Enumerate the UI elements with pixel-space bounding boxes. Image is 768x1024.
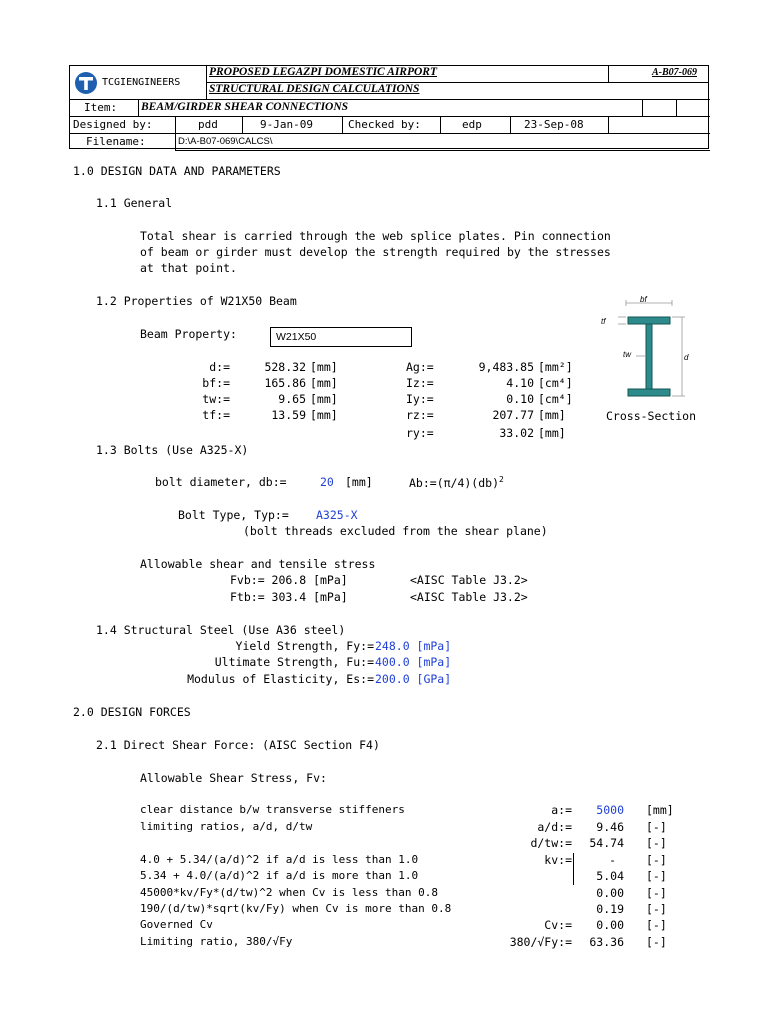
tf-dim-label: tf <box>601 317 606 326</box>
row-unit: [-] <box>646 918 667 932</box>
prop-d-value: 528.32 <box>264 360 306 374</box>
bolt-area-formula: Ab:=(π/4)(db)$^2$ <box>409 475 504 490</box>
row-unit: [-] <box>646 853 667 867</box>
prop-tf-label: tf:= <box>202 408 230 422</box>
bolt-note: (bolt threads excluded from the shear plane) <box>243 524 548 538</box>
row-value: 63.36 <box>589 935 624 949</box>
prop-iz-unit: [cm⁴] <box>538 376 573 390</box>
prop-tw-label: tw:= <box>202 392 230 406</box>
general-line-2: of beam or girder must develop the strength required by the stresses <box>140 245 611 259</box>
prop-iz-value: 4.10 <box>506 376 534 390</box>
bolt-type-value: A325-X <box>316 508 358 522</box>
yield-strength-label: Yield Strength, Fy:= <box>235 639 374 653</box>
filename-value: D:\A-B07-069\CALCS\ <box>178 136 273 147</box>
row-unit: [-] <box>646 869 667 883</box>
row-unit: [mm] <box>646 803 674 817</box>
prop-bf-value: 165.86 <box>264 376 306 390</box>
bolt-diameter-value: 20 <box>320 475 334 489</box>
document-number: A-B07-069 <box>652 67 697 78</box>
modulus-label: Modulus of Elasticity, Es:= <box>187 672 374 686</box>
project-title: PROPOSED LEGAZPI DOMESTIC AIRPORT <box>209 66 438 78</box>
prop-d-label: d:= <box>209 360 230 374</box>
filename-label: Filename: <box>86 135 146 148</box>
company-name: TCGIENGINEERS <box>102 77 181 88</box>
prop-iy-unit: [cm⁴] <box>538 392 573 406</box>
prop-tw-unit: [mm] <box>310 392 338 406</box>
row-unit: [-] <box>646 886 667 900</box>
allowable-shear-title: Allowable Shear Stress, Fv: <box>140 771 327 785</box>
row-unit: [-] <box>646 902 667 916</box>
row-desc: Limiting ratio, 380/√Fy <box>140 935 293 948</box>
ftb-value: Ftb:= 303.4 [mPa] <box>230 590 348 604</box>
modulus-value: 200.0 [GPa] <box>375 672 452 686</box>
checked-date: 23-Sep-08 <box>524 118 584 131</box>
row-label: a:= <box>551 803 572 817</box>
prop-ry-unit: [mm] <box>538 426 566 440</box>
section-1-title: 1.0 DESIGN DATA AND PARAMETERS <box>73 164 281 178</box>
fvb-value: Fvb:= 206.8 [mPa] <box>230 573 348 587</box>
prop-tf-value: 13.59 <box>271 408 306 422</box>
yield-strength-value: 248.0 [mPa] <box>375 639 452 653</box>
prop-ag-value: 9,483.85 <box>478 360 534 374</box>
prop-ry-label: ry:= <box>406 426 434 440</box>
bolts-title: 1.3 Bolts (Use A325-X) <box>96 443 249 457</box>
beam-property-field[interactable]: W21X50 <box>270 327 412 347</box>
properties-title: 1.2 Properties of W21X50 Beam <box>96 294 297 308</box>
prop-tw-value: 9.65 <box>278 392 306 406</box>
row-label: d/tw:= <box>530 836 572 850</box>
row-label: 380/√Fy:= <box>509 935 572 949</box>
prop-rz-value: 207.77 <box>492 408 534 422</box>
row-desc: 190/(d/tw)*sqrt(kv/Fy) when Cv is more than 0.8 <box>140 902 452 915</box>
ftb-reference: <AISC Table J3.2> <box>410 590 528 604</box>
general-title: 1.1 General <box>96 196 173 210</box>
row-desc: 45000*kv/Fy*(d/tw)^2 when Cv is less than 0.8 <box>140 886 439 899</box>
general-line-1: Total shear is carried through the web splice plates. Pin connection <box>140 229 611 243</box>
item-label: Item: <box>84 101 118 114</box>
designed-by-value: pdd <box>198 118 218 131</box>
bolt-diameter-unit: [mm] <box>345 475 373 489</box>
row-label: Cv:= <box>544 918 572 932</box>
row-unit: [-] <box>646 820 667 834</box>
row-value: 9.46 <box>596 820 624 834</box>
designed-date: 9-Jan-09 <box>260 118 313 131</box>
title-block <box>69 65 709 149</box>
direct-shear-title: 2.1 Direct Shear Force: (AISC Section F4) <box>96 738 380 752</box>
ultimate-strength-label: Ultimate Strength, Fu:= <box>214 655 374 669</box>
row-desc: limiting ratios, a/d, d/tw <box>140 820 313 833</box>
row-label: kv:= <box>544 853 572 867</box>
prop-rz-unit: [mm] <box>538 408 566 422</box>
prop-bf-label: bf:= <box>202 376 230 390</box>
steel-title: 1.4 Structural Steel (Use A36 steel) <box>96 623 346 637</box>
checked-by-label: Checked by: <box>348 118 421 131</box>
row-desc: 5.34 + 4.0/(a/d)^2 if a/d is more than 1.0 <box>140 869 419 882</box>
designed-by-label: Designed by: <box>73 118 153 131</box>
prop-ry-value: 33.02 <box>499 426 534 440</box>
beam-cross-section-diagram <box>596 294 696 406</box>
d-dim-label: d <box>684 353 689 362</box>
prop-ag-unit: [mm²] <box>538 360 573 374</box>
bolt-diameter-label: bolt diameter, db:= <box>155 475 287 489</box>
row-value: 5000 <box>596 803 624 817</box>
row-value: 0.19 <box>596 902 624 916</box>
cross-section-caption: Cross-Section <box>606 409 697 423</box>
allowable-stress-title: Allowable shear and tensile stress <box>140 557 376 571</box>
row-desc: clear distance b/w transverse stiffeners <box>140 803 405 816</box>
prop-rz-label: rz:= <box>406 408 434 422</box>
prop-ag-label: Ag:= <box>406 360 434 374</box>
beam-property-label: Beam Property: <box>140 327 237 341</box>
document-subtitle: STRUCTURAL DESIGN CALCULATIONS <box>209 83 420 95</box>
row-desc: Governed Cv <box>140 918 213 931</box>
fvb-reference: <AISC Table J3.2> <box>410 573 528 587</box>
tw-dim-label: tw <box>623 350 631 359</box>
row-value: 0.00 <box>596 918 624 932</box>
row-value: 5.04 <box>596 869 624 883</box>
bf-dim-label: bf <box>640 295 647 304</box>
row-unit: [-] <box>646 836 667 850</box>
row-desc: 4.0 + 5.34/(a/d)^2 if a/d is less than 1.0 <box>140 853 419 866</box>
row-value: - <box>609 853 616 867</box>
company-logo-icon <box>74 71 98 95</box>
section-2-title: 2.0 DESIGN FORCES <box>73 705 191 719</box>
item-value: BEAM/GIRDER SHEAR CONNECTIONS <box>141 101 349 113</box>
row-unit: [-] <box>646 935 667 949</box>
general-line-3: at that point. <box>140 261 237 275</box>
checked-by-value: edp <box>462 118 482 131</box>
prop-iy-label: Iy:= <box>406 392 434 406</box>
prop-iy-value: 0.10 <box>506 392 534 406</box>
ultimate-strength-value: 400.0 [mPa] <box>375 655 452 669</box>
prop-bf-unit: [mm] <box>310 376 338 390</box>
prop-d-unit: [mm] <box>310 360 338 374</box>
row-label: a/d:= <box>537 820 572 834</box>
row-value: 54.74 <box>589 836 624 850</box>
row-value: 0.00 <box>596 886 624 900</box>
bolt-type-label: Bolt Type, Typ:= <box>178 508 289 522</box>
prop-iz-label: Iz:= <box>406 376 434 390</box>
prop-tf-unit: [mm] <box>310 408 338 422</box>
